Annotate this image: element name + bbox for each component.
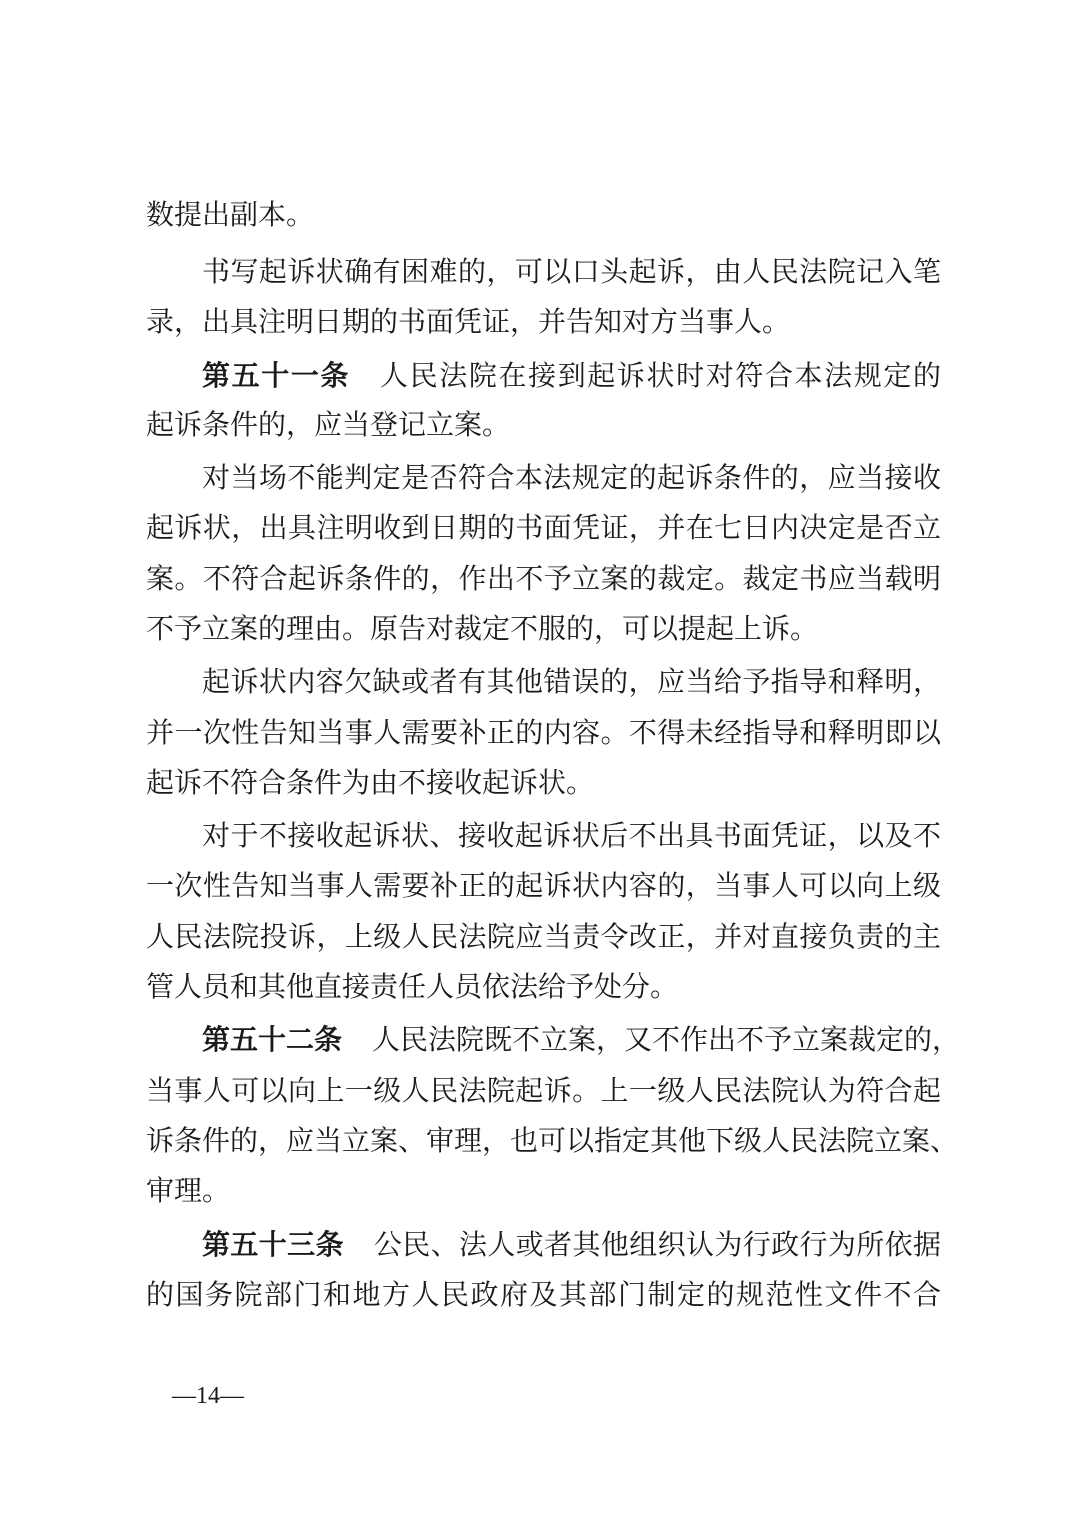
text-line: 起诉不符合条件为由不接收起诉状。 — [146, 766, 595, 799]
text-line: 不予立案的理由。原告对裁定不服的，可以提起上诉。 — [146, 612, 819, 645]
text-line: 审理。 — [146, 1174, 231, 1207]
text-line: 人民法院投诉，上级人民法院应当责令改正，并对直接负责的主 — [146, 920, 941, 953]
text-line: 对当场不能判定是否符合本法规定的起诉条件的，应当接收 — [202, 461, 941, 494]
text-line: 起诉状，出具注明收到日期的书面凭证，并在七日内决定是否立 — [146, 511, 941, 544]
text-line: 案。不符合起诉条件的，作出不予立案的裁定。裁定书应当载明 — [146, 562, 941, 595]
text-line: 书写起诉状确有困难的，可以口头起诉，由人民法院记入笔 — [202, 255, 941, 288]
text-line: 一次性告知当事人需要补正的起诉状内容的，当事人可以向上级 — [146, 869, 941, 902]
article-51-line — [202, 356, 941, 396]
text-line: 起诉条件的，应当登记立案。 — [146, 408, 511, 441]
text-line: 管人员和其他直接责任人员依法给予处分。 — [146, 970, 679, 1003]
article-53-line — [202, 1225, 941, 1265]
text-line: 并一次性告知当事人需要补正的内容。不得未经指导和释明即以 — [146, 716, 941, 749]
text-line: 当事人可以向上一级人民法院起诉。上一级人民法院认为符合起 — [146, 1074, 941, 1107]
text-line: 的国务院部门和地方人民政府及其部门制定的规范性文件不合 — [146, 1278, 941, 1311]
article-number: 第五十三条 — [202, 1228, 344, 1261]
text-line: 公民、法人或者其他组织认为行政行为所依据 — [373, 1228, 941, 1261]
text-line: 数提出副本。 — [146, 198, 315, 231]
page-number: —14— — [172, 1383, 244, 1409]
text-line: 起诉状内容欠缺或者有其他错误的，应当给予指导和释明， — [202, 665, 941, 698]
text-line: 对于不接收起诉状、接收起诉状后不出具书面凭证，以及不 — [202, 819, 941, 852]
text-line: 录，出具注明日期的书面凭证，并告知对方当事人。 — [146, 305, 791, 338]
text-line: 人民法院在接到起诉状时对符合本法规定的 — [380, 359, 941, 392]
article-number: 第五十二条 — [202, 1023, 343, 1056]
article-number: 第五十一条 — [202, 359, 351, 392]
article-52-line — [202, 1020, 961, 1060]
text-line: 人民法院既不立案，又不作出不予立案裁定的， — [372, 1023, 961, 1056]
text-line: 诉条件的，应当立案、审理，也可以指定其他下级人民法院立案、 — [146, 1124, 959, 1157]
